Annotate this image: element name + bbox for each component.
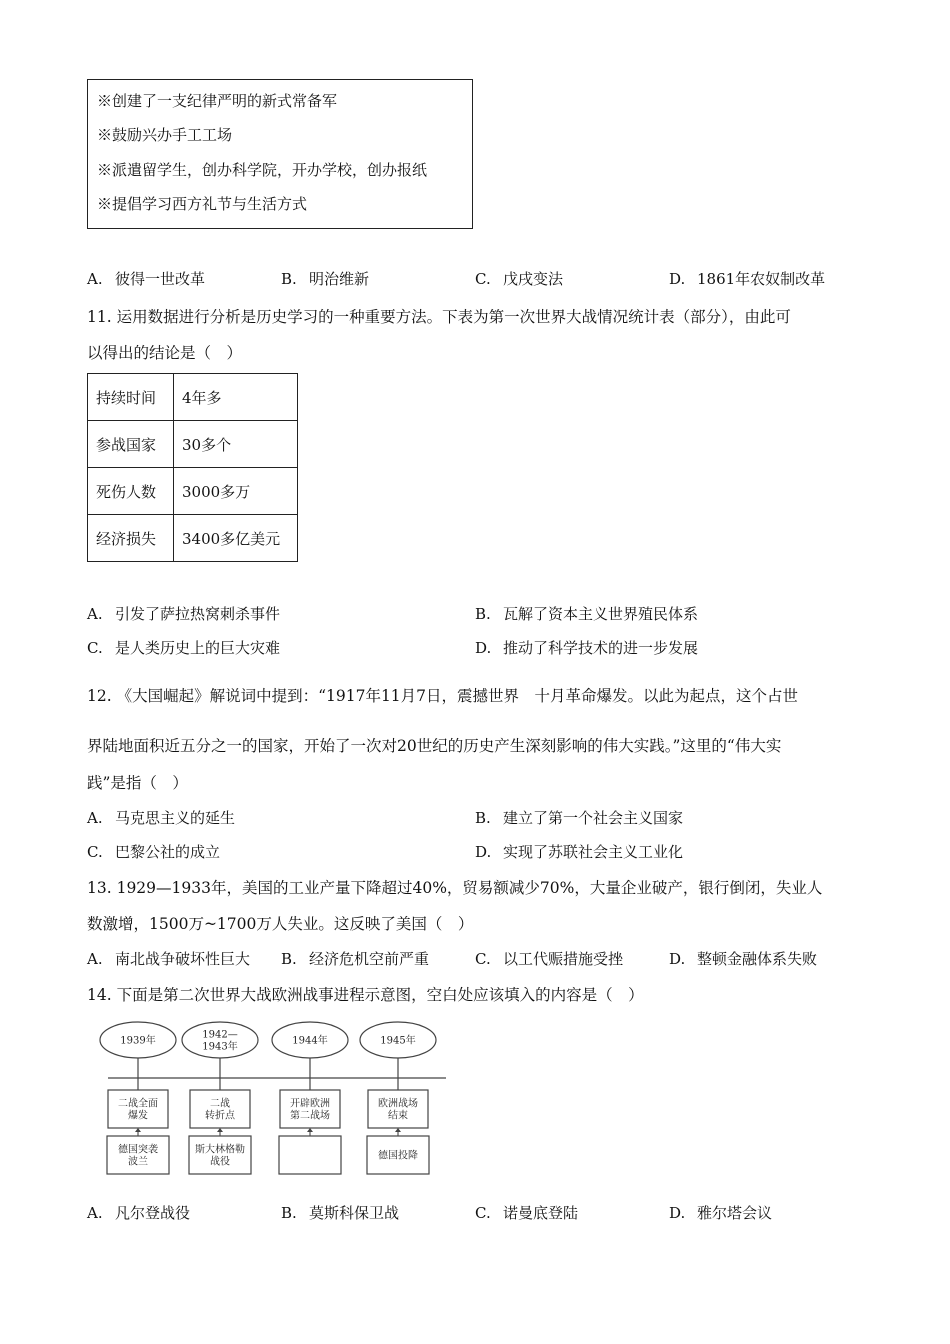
event-label: 波兰	[128, 1156, 148, 1168]
event-label: 斯大林格勒	[195, 1144, 245, 1156]
table-row	[88, 468, 298, 515]
q10-option-b[interactable]: B. 明治维新	[281, 270, 370, 288]
q14-option-a[interactable]: A. 凡尔登战役	[87, 1204, 191, 1222]
table-value: 4年多	[174, 374, 298, 421]
q12-option-a[interactable]: A. 马克思主义的延生	[87, 809, 236, 827]
table-row	[88, 421, 298, 468]
q12-option-c[interactable]: C. 巴黎公社的成立	[87, 843, 221, 861]
q14-option-b[interactable]: B. 莫斯科保卫战	[281, 1204, 400, 1222]
q13-option-b[interactable]: B. 经济危机空前严重	[281, 950, 430, 968]
q11-stem-line1: 11. 运用数据进行分析是历史学习的一种重要方法。下表为第一次世界大战情况统计表（部分），由此可	[87, 308, 791, 326]
event-label: 战役	[210, 1156, 230, 1168]
q10-option-a[interactable]: A. 彼得一世改革	[87, 270, 206, 288]
q12-stem-line1: 12. 《大国崛起》解说词中提到：“1917年11月7日，震撼世界 十月革命爆发。以此为起点，这个占世	[87, 687, 799, 705]
q11-option-d[interactable]: D. 推动了科学技术的进一步发展	[475, 639, 699, 657]
q11-option-c[interactable]: C. 是人类历史上的巨大灾难	[87, 639, 281, 657]
q12-option-b[interactable]: B. 建立了第一个社会主义国家	[475, 809, 684, 827]
stage-label: 二战全面	[118, 1098, 158, 1110]
table-value: 3400多亿美元	[174, 515, 298, 562]
stage-label: 爆发	[128, 1110, 148, 1122]
stage-label: 二战	[210, 1098, 230, 1110]
q13-option-a[interactable]: A. 南北战争破坏性巨大	[87, 950, 251, 968]
year-label: 1942—	[202, 1029, 238, 1041]
q12-option-d[interactable]: D. 实现了苏联社会主义工业化	[475, 843, 684, 861]
reform-line: ※创建了一支纪律严明的新式常备军	[97, 92, 338, 110]
table-row	[88, 374, 298, 421]
year-label: 1945年	[380, 1035, 416, 1047]
reform-line: ※鼓励兴办手工工场	[97, 126, 233, 144]
q10-option-c[interactable]: C. 戊戌变法	[475, 270, 564, 288]
q11-option-b[interactable]: B. 瓦解了资本主义世界殖民体系	[475, 605, 699, 623]
reform-line: ※提倡学习西方礼节与生活方式	[97, 195, 308, 213]
stage-label: 结束	[388, 1110, 408, 1122]
year-label: 1943年	[202, 1041, 238, 1053]
q13-option-c[interactable]: C. 以工代赈措施受挫	[475, 950, 624, 968]
year-label: 1944年	[292, 1035, 328, 1047]
ww2-europe-timeline-diagram	[90, 1018, 450, 1183]
table-label: 死伤人数	[88, 468, 174, 515]
table-label: 参战国家	[88, 421, 174, 468]
table-label: 经济损失	[88, 515, 174, 562]
q14-option-d[interactable]: D. 雅尔塔会议	[669, 1204, 773, 1222]
q11-stem-line2: 以得出的结论是（ ）	[87, 344, 243, 362]
ww1-stats-table	[87, 373, 298, 562]
q14-option-c[interactable]: C. 诺曼底登陆	[475, 1204, 579, 1222]
blank-event-box	[279, 1136, 341, 1174]
q12-stem-line3: 践”是指（ ）	[87, 774, 188, 792]
q12-stem-line2: 界陆地面积近五分之一的国家，开始了一次对20世纪的历史产生深刻影响的伟大实践。”这里的“伟大实	[87, 737, 782, 755]
q13-option-d[interactable]: D. 整顿金融体系失败	[669, 950, 818, 968]
stage-label: 欧洲战场	[378, 1098, 418, 1110]
q13-stem-line2: 数激增，1500万~1700万人失业。这反映了美国（ ）	[87, 915, 474, 933]
q10-option-d[interactable]: D. 1861年农奴制改革	[669, 270, 826, 288]
event-label: 德国投降	[378, 1150, 418, 1162]
reform-line: ※派遣留学生，创办科学院，开办学校，创办报纸	[97, 161, 428, 179]
stage-label: 第二战场	[290, 1110, 330, 1122]
table-row	[88, 515, 298, 562]
table-label: 持续时间	[88, 374, 174, 421]
q14-stem: 14. 下面是第二次世界大战欧洲战事进程示意图，空白处应该填入的内容是（ ）	[87, 986, 644, 1004]
event-label: 德国突袭	[118, 1144, 158, 1156]
q13-stem-line1: 13. 1929—1933年，美国的工业产量下降超过40%，贸易额减少70%，大量企业破产，银行倒闭，失业人	[87, 879, 823, 897]
table-value: 3000多万	[174, 468, 298, 515]
year-label: 1939年	[120, 1035, 156, 1047]
stage-label: 转折点	[205, 1110, 235, 1122]
q11-option-a[interactable]: A. 引发了萨拉热窝刺杀事件	[87, 605, 281, 623]
reform-measures-box	[87, 79, 473, 229]
table-value: 30多个	[174, 421, 298, 468]
stage-label: 开辟欧洲	[290, 1098, 330, 1110]
